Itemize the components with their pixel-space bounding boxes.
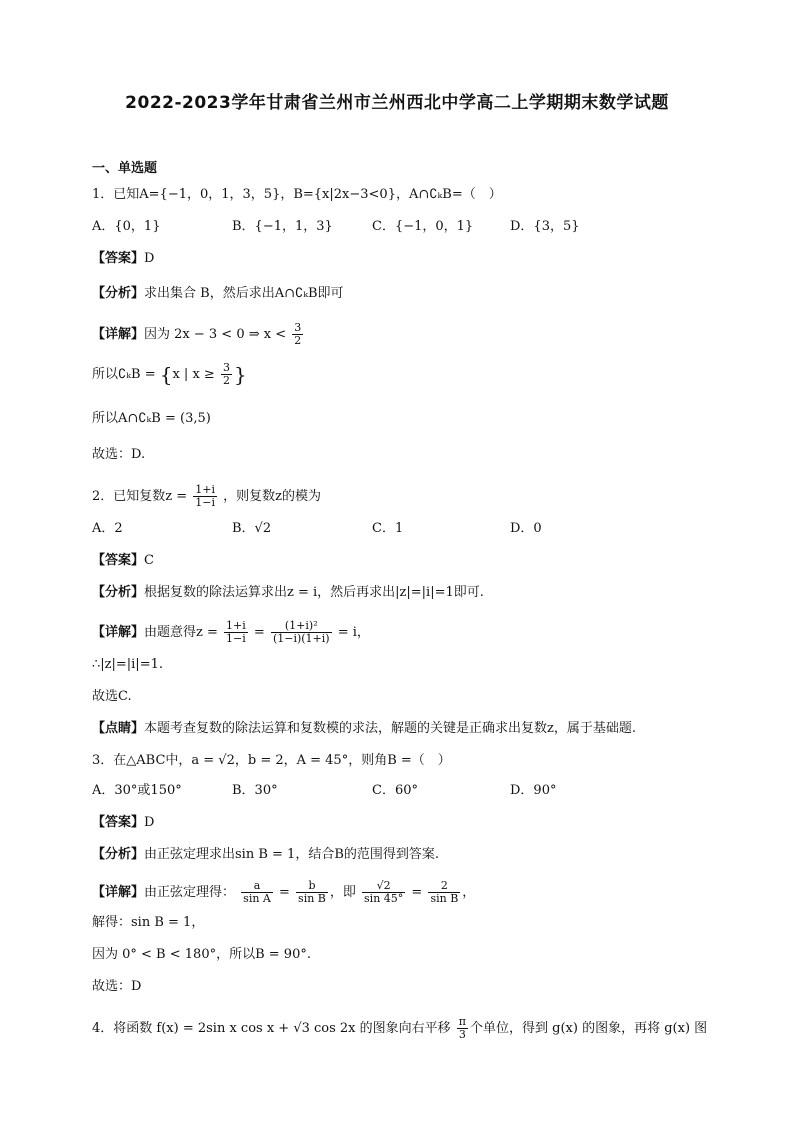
q2-detail: 【详解】由题意得z = $\frac{1+i}{1-i}$ = $\frac{\text{(1+i)²}}{(1-i)(1+i)}$ = i， [92,619,370,645]
answer-label: 【答案】 [92,553,145,568]
q3-option-c: C．60° [372,783,418,798]
q1-answer-value: D [144,251,155,266]
q3-stem: 3．在△ABC中，a = √2，b = 2，A = 45°，则角B =（ ） [92,753,451,768]
q3-line2: 解得：sin B = 1， [92,915,205,930]
fraction: $\frac{3}{2}$ [222,361,230,387]
detail-label: 【详解】 [92,625,145,640]
q1-line2-prefix: 所以∁ₖB = [92,367,156,382]
fraction: $\frac{b}{\text{sin B}}$ [298,879,326,905]
frac-den: 1−i [195,496,216,509]
q3-option-b: B．30° [232,783,278,798]
q3-option-a: A．30°或150° [92,783,182,798]
fraction: $\frac{a}{\text{sin A}}$ [243,879,271,905]
q2-option-b: B．√2 [232,521,272,536]
page-title: 2022-2023学年甘肃省兰州市兰州西北中学高二上学期期末数学试题 [125,93,669,113]
q2-analysis [92,584,484,602]
fraction: $\frac{2}{\text{sin B}}$ [430,879,459,905]
q2-detail-prefix: 由题意得z = [144,625,218,640]
q2-option-c: C．1 [372,521,404,536]
detail-label: 【详解】 [92,885,145,900]
q1-option-d: D．{3，5} [510,219,580,234]
q3-option-d: D．90° [510,783,557,798]
q1-line2-set: x | x ≥ [172,367,215,382]
answer-label: 【答案】 [92,815,145,830]
analysis-label: 【分析】 [92,847,145,862]
analysis-label: 【分析】 [92,286,145,301]
q2-comment-text: 本题考查复数的除法运算和复数模的求法，解题的关键是正确求出复数z，属于基础题. [144,721,636,736]
q1-conclusion: 故选：D. [92,447,146,462]
detail-label: 【详解】 [92,327,145,342]
q2-stem-prefix: 2．已知复数z = [92,489,188,504]
q3-analysis-text: 由正弦定理求出sin B = 1，结合B的范围得到答案. [144,847,440,862]
q1-analysis-text: 求出集合 B，然后求出A∩∁ₖB即可 [144,286,344,301]
answer-label: 【答案】 [92,251,145,266]
fraction: $\frac{\text{(1+i)²}}{(1-i)(1+i)}$ [272,619,330,645]
q1-analysis [92,285,344,303]
fraction: $\frac{√2}{\sin 45^\circ}$ [364,879,404,905]
q3-detail-prefix: 由正弦定理得： [144,885,236,900]
q4-stem [92,1016,707,1041]
q1-option-c: C．{−1，0，1} [372,219,474,234]
q4-stem-prefix: 4．将函数 f(x) = 2sin x cos x + √3 cos 2x 的图象向右平移 [92,1021,451,1036]
q2-option-a: A．2 [92,521,123,536]
q2-option-d: D．0 [510,521,542,536]
section-heading: 一、单选题 [92,161,158,176]
q2-stem [92,484,321,509]
q2-comment [92,720,636,738]
q2-detail-suffix: = i， [337,625,370,640]
q2-analysis-text: 根据复数的除法运算求出z = i，然后再求出|z|=|i|=1即可. [144,585,484,600]
q2-line2: ∴|z|=|i|=1. [92,657,163,672]
q4-stem-suffix: 个单位，得到 g(x) 的图象，再将 g(x) 图 [470,1021,708,1036]
comment-label: 【点睛】 [92,721,145,736]
q2-conclusion: 故选C. [92,689,132,704]
q2-answer-value: C [144,553,154,568]
q2-stem-suffix: ，则复数z的模为 [223,489,322,504]
analysis-label: 【分析】 [92,585,145,600]
q3-conclusion: 故选：D [92,979,142,994]
q3-answer [92,814,154,832]
q3-analysis [92,846,439,864]
q3-detail: 【详解】由正弦定理得： $\frac{a}{\text{sin A}}$ = $\frac{b}{\text{sin B}}$ ，即 $\frac{√2}{\sin 45^\circ}$ = $\frac{2}{\text{sin B}}$ ， [92,879,476,905]
fraction: $\frac{1+i}{1-i}$ [226,619,246,645]
q1-answer [92,250,154,268]
q3-line3: 因为 0° < B < 180°，所以B = 90°. [92,947,311,962]
q2-answer [92,552,154,570]
q1-line3: 所以A∩∁ₖB = (3,5) [92,411,211,426]
q1-detail [92,322,305,347]
q3-answer-value: D [144,815,155,830]
fraction [193,484,217,509]
frac-num: 1+i [195,483,216,496]
q1-option-a: A．{0，1} [92,219,161,234]
q1-line2: 所以∁ₖB = {x | x ≥ $\frac{3}{2}$ } [92,361,247,387]
q1-option-b: B．{−1，1，3} [232,219,333,234]
fraction: $\frac{\pi}{3}$ [458,1015,467,1041]
fraction: $\frac{3}{2}$ [294,321,302,347]
q1-detail-text: 因为 2x − 3 < 0 ⇒ x < [144,327,287,342]
q1-stem: 1．已知A={−1，0，1，3，5}，B={x|2x−3<0}，A∩∁ₖB=（ ） [92,187,502,202]
